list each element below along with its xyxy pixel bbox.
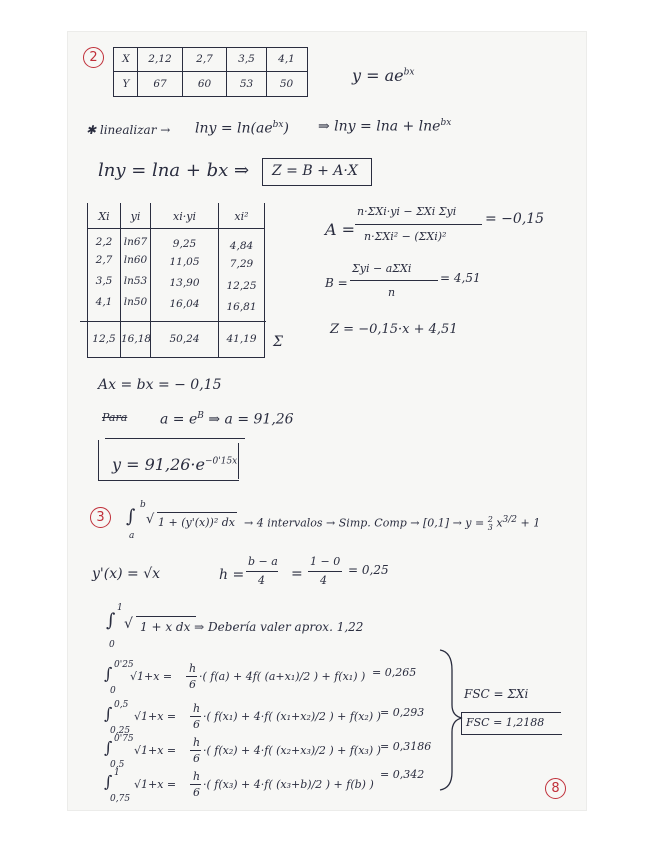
page-number: 8 bbox=[545, 778, 566, 799]
a-value-line: $a = e^B$ ⇒ a = 91,26 bbox=[160, 411, 294, 428]
simpson-expression: ·( f(a) + 4f( (a+x₁)/2 ) + f(x₁) ) bbox=[199, 670, 366, 683]
linearize-label: ✱ linealizar → bbox=[86, 123, 171, 137]
calc-cell: 16,81 bbox=[226, 301, 257, 313]
h-value: = 0,25 bbox=[348, 563, 389, 577]
A-denominator: n·ΣXi² − (ΣXi)² bbox=[364, 230, 447, 243]
fsc-sum: FSC = ΣXi bbox=[464, 687, 529, 701]
integral-upper-limit: 1 bbox=[117, 603, 123, 613]
h-num-1: b − a bbox=[248, 555, 278, 568]
calc-cell: 4,84 bbox=[229, 240, 254, 252]
h-equals: = bbox=[291, 566, 303, 582]
integral-lower-limit: 0 bbox=[109, 640, 115, 650]
integral-sign: ∫ bbox=[106, 610, 116, 631]
simpson-value: = 0,293 bbox=[380, 706, 425, 719]
struck-word: Para bbox=[102, 411, 128, 424]
calc-header: xi² bbox=[234, 210, 249, 223]
integral-lower-limit: 0,5 bbox=[110, 760, 125, 770]
linearize-equation-1: $\ln y = \ln(ae^{bx})$ bbox=[195, 120, 289, 137]
final-exponential-fit: $y = 91,26\cdot e^{-0'15x}$ bbox=[112, 455, 238, 474]
simpson-value: = 0,3186 bbox=[380, 740, 432, 753]
A-label: A = bbox=[325, 220, 356, 239]
h-over-6-den: 6 bbox=[193, 718, 200, 731]
calc-cell: 11,05 bbox=[169, 256, 200, 268]
derivative: y'(x) = √x bbox=[92, 566, 161, 582]
calc-cell: 12,25 bbox=[226, 280, 257, 292]
data-cell: 3,5 bbox=[238, 53, 255, 65]
A-value: = −0,15 bbox=[485, 211, 545, 227]
integrand: √1+x = bbox=[130, 670, 173, 683]
method-description: → 4 intervalos → Simp. Comp → [0,1] → y = 2 3 $x^{3/2} + 1$ bbox=[244, 514, 541, 532]
h-over-6-num: h bbox=[193, 770, 201, 783]
h-num-2: 1 − 0 bbox=[310, 555, 341, 568]
integral-lower-limit: a bbox=[129, 531, 135, 541]
simpson-expression: ·( f(x₃) + 4·f( (x₃+b)/2 ) + f(b) ) bbox=[203, 778, 374, 791]
B-value: = 4,51 bbox=[440, 271, 481, 285]
h-over-6-num: h bbox=[193, 702, 201, 715]
integrand: √1+x = bbox=[134, 710, 177, 723]
calc-cell: 13,90 bbox=[169, 277, 200, 289]
integral-sign: ∫ bbox=[104, 704, 113, 723]
calc-cell: ln50 bbox=[123, 296, 148, 308]
sum-symbol: Σ bbox=[273, 334, 283, 350]
problem-2-number: 2 bbox=[83, 47, 104, 68]
data-cell: 53 bbox=[239, 78, 254, 90]
fsc-result: FSC = 1,2188 bbox=[466, 716, 545, 729]
simpson-value: = 0,265 bbox=[372, 666, 417, 679]
linearize-equation-2: ⇒ lny = lna + lne$^{bx}$ bbox=[318, 118, 452, 135]
integral-sign: ∫ bbox=[104, 664, 113, 683]
calc-header: Xi bbox=[98, 210, 110, 223]
integral-upper-limit: 0,5 bbox=[114, 700, 129, 710]
exponential-model: $y = ae^{bx}$ bbox=[352, 66, 415, 85]
h-over-6-num: h bbox=[193, 736, 201, 749]
integral-sign: ∫ bbox=[104, 738, 113, 757]
data-cell: 2,12 bbox=[148, 53, 172, 65]
linear-fit-result: Z = −0,15·x + 4,51 bbox=[330, 322, 458, 337]
arc-length-radical: √ bbox=[146, 512, 155, 527]
B-numerator: Σyi − aΣXi bbox=[352, 262, 412, 275]
simpson-value: = 0,342 bbox=[380, 768, 425, 781]
calc-cell: ln67 bbox=[123, 236, 148, 248]
calc-cell: 2,7 bbox=[95, 254, 113, 266]
boxed-linear-model: Z = B + A·X bbox=[272, 163, 358, 179]
calc-header: xi·yi bbox=[173, 210, 196, 223]
integrand: √1+x = bbox=[134, 778, 177, 791]
h-den-1: 4 bbox=[258, 574, 265, 587]
data-cell: 2,7 bbox=[196, 53, 213, 65]
calc-cell: ln60 bbox=[123, 254, 148, 266]
integral-upper-limit: 1 bbox=[114, 768, 120, 778]
reference-integral: 1 + x dx ⇒ Debería valer aprox. 1,22 bbox=[140, 620, 364, 634]
B-denominator: n bbox=[388, 286, 396, 299]
data-cell: 67 bbox=[153, 78, 167, 90]
calc-cell: 9,25 bbox=[172, 238, 197, 250]
calc-cell: 7,29 bbox=[229, 258, 254, 270]
h-over-6-num: h bbox=[189, 662, 197, 675]
calc-cell: ln53 bbox=[123, 275, 148, 287]
integral-sign: ∫ bbox=[104, 772, 113, 791]
radical-sign: √ bbox=[124, 616, 133, 632]
integral-lower-limit: 0,25 bbox=[110, 726, 131, 736]
calc-cell: 4,1 bbox=[95, 296, 113, 308]
data-cell: 4,1 bbox=[278, 53, 295, 65]
integral-lower-limit: 0 bbox=[110, 686, 116, 696]
B-label: B = bbox=[325, 276, 348, 290]
h-over-6-den: 6 bbox=[189, 678, 196, 691]
A-equals-b-line: Ax = bx = − 0,15 bbox=[98, 377, 222, 393]
integral-upper-limit: 0'25 bbox=[114, 660, 134, 670]
calc-cell: 16,04 bbox=[169, 298, 200, 310]
log-linear-equation: lny = lna + bx ⇒ bbox=[98, 160, 250, 181]
integral-sign: ∫ bbox=[126, 506, 136, 527]
simpson-expression: ·( f(x₁) + 4·f( (x₁+x₂)/2 ) + f(x₂) ) bbox=[203, 710, 381, 723]
simpson-expression: ·( f(x₂) + 4·f( (x₂+x₃)/2 ) + f(x₃) ) bbox=[203, 744, 381, 757]
h-over-6-den: 6 bbox=[193, 752, 200, 765]
calc-cell: 2,2 bbox=[95, 236, 113, 248]
calc-total: 50,24 bbox=[169, 333, 200, 345]
h-over-6-den: 6 bbox=[193, 786, 200, 799]
integrand: √1+x = bbox=[134, 744, 177, 757]
arc-length-integrand: 1 + (y'(x))² dx bbox=[158, 516, 235, 529]
calc-cell: 3,5 bbox=[95, 275, 113, 287]
A-numerator: n·ΣXi·yi − ΣXi Σyi bbox=[357, 205, 457, 218]
data-cell: X bbox=[122, 53, 130, 65]
integral-upper-limit: b bbox=[140, 500, 146, 510]
calc-total: 12,5 bbox=[92, 333, 116, 345]
data-cell: 50 bbox=[279, 78, 294, 90]
calc-header: yi bbox=[130, 210, 141, 223]
h-label: h = bbox=[219, 567, 245, 583]
data-cell: Y bbox=[122, 78, 130, 90]
integral-upper-limit: 0'75 bbox=[114, 734, 134, 744]
calc-total: 41,19 bbox=[226, 333, 257, 345]
problem-3-number: 3 bbox=[90, 507, 111, 528]
h-den-2: 4 bbox=[320, 574, 327, 587]
calc-total: 16,18 bbox=[121, 333, 152, 345]
data-cell: 60 bbox=[197, 78, 212, 90]
integral-lower-limit: 0,75 bbox=[110, 794, 131, 804]
fsc-result-top-line bbox=[461, 712, 561, 713]
